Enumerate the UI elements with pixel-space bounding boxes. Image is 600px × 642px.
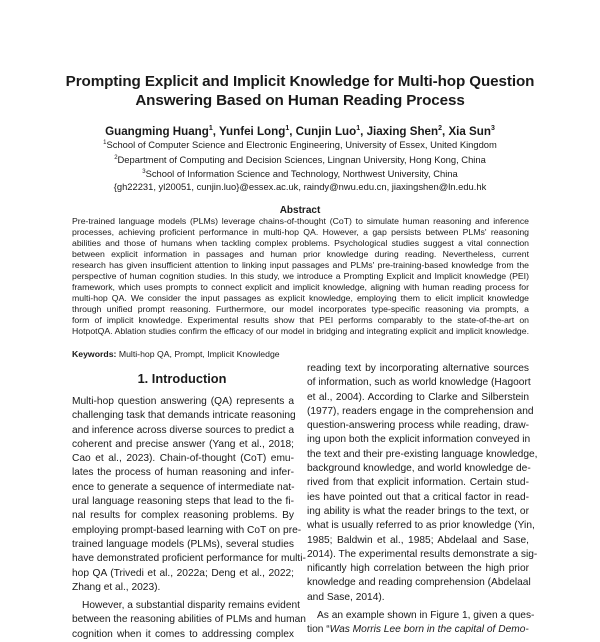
author-affiliation-marker: 2	[438, 125, 442, 132]
body-line: coherent and precise answer (Yang et al., 2018;	[72, 438, 294, 450]
author-name: Yunfei Long	[218, 124, 286, 138]
affiliation-number: 1	[103, 140, 107, 146]
body-line: cognition when it comes to addressing complex	[72, 628, 294, 640]
body-line: reading text by incorporating alternative sources	[307, 363, 529, 374]
body-line: of information, such as world knowledge (Hagoort	[307, 377, 531, 389]
author-affiliation-marker: 1	[285, 125, 290, 132]
abstract-line: abilities and those of humans when tackling complex problems. Psychological studies suggest a vital connection	[72, 238, 529, 248]
quote-open: tion “	[307, 624, 330, 636]
body-line: and inference across diverse sources to predict a	[72, 424, 294, 436]
abstract-heading: Abstract	[279, 205, 321, 216]
body-line: ural language reasoning steps that lead to the fi-	[72, 496, 294, 508]
body-line: However, a substantial disparity remains evident	[82, 600, 301, 612]
abstract-line: research has given insufficient attention to linking input passages and PLMs' pre-training-based knowledge from the	[72, 260, 529, 270]
keywords-label: Keywords:	[72, 349, 117, 359]
body-line: background knowledge, and world knowledge de-	[307, 463, 531, 475]
body-line: As an example shown in Figure 1, given a ques-	[317, 610, 535, 622]
body-line: lates the process of human reasoning and infer-	[72, 467, 294, 479]
body-line: 1985; Baldwin et al., 1985; Abdelaal and Sase,	[307, 534, 529, 546]
abstract-line: framework, which uses prompts to connect explicit and implicit knowledge, aligning with human reading process for	[72, 282, 529, 292]
body-line: ies have pointed out that a critical factor in read-	[307, 491, 529, 503]
body-line: have demonstrated proficient performance for multi-	[72, 553, 306, 565]
author-affiliation-marker: 1	[356, 125, 361, 132]
example-question: Was Morris Lee born in the capital of Demo-	[329, 624, 529, 636]
body-line: between the reasoning abilities of PLMs and human	[72, 614, 306, 626]
author-name: Xia Sun	[448, 124, 491, 138]
body-line: hop QA (Trivedi et al., 2022a; Deng et al., 2022;	[72, 567, 294, 579]
body-line: rived from that explicit information. Certain stud-	[307, 477, 529, 489]
abstract-line: perspective of human cognition studies. In this study, we introduce a Prompting Explicit and Implicit knowledge (PEI)	[72, 271, 529, 281]
affiliation	[40, 137, 560, 152]
affiliation-text: Department of Computing and Decision Sciences, Lingnan University, Hong Kong, China	[117, 153, 486, 165]
abstract-line: form of implicit knowledge. Experimental results show that PEI performs comparably to the state-of-the-art on	[72, 315, 529, 325]
abstract-line: through unified prompt reasoning. Furthermore, our model incorporates type-specific reasoning via prompts, a	[72, 304, 529, 314]
body-line: challenging task that demands intricate reasoning	[72, 410, 296, 422]
paper-title	[40, 72, 560, 110]
author-name: Jiaxing Shen	[366, 124, 439, 138]
body-line: ing upon both the explicit information conveyed in	[307, 434, 531, 446]
body-line: et al., 2004). According to Clarke and Silberstein	[307, 391, 529, 403]
author-name: Guangming Huang	[105, 124, 209, 138]
abstract-line: between explicit information in passages and human prior knowledge during reading. Nevertheless, current	[72, 249, 529, 259]
title-line: Prompting Explicit and Implicit Knowledge for Multi-hop Question	[65, 73, 535, 90]
body-line: Cao et al., 2023). Chain-of-thought (CoT) emu-	[72, 453, 294, 465]
left-column	[72, 395, 306, 642]
body-line: ing ability is what the reader brings to the text, or	[307, 505, 529, 517]
body-line: and Sase, 2014).	[307, 591, 385, 603]
affiliation-number: 3	[142, 169, 146, 176]
body-line	[307, 623, 529, 637]
affiliation	[40, 166, 560, 181]
author-emails: {gh22231, yl20051, cunjin.luo}@essex.ac.uk, raindy@nwu.edu.cn, jiaxingshen@ln.edu.hk	[113, 181, 487, 193]
body-line: (1977), readers engage in the comprehension and	[307, 405, 534, 417]
affiliation-text: School of Computer Science and Electronic Engineering, University of Essex, United Kingdom	[106, 139, 497, 151]
abstract-line: multi-hop QA. We consider the input passages as explicit knowledge, employing them to elicit implicit knowledge	[72, 293, 529, 303]
body-line: Zhang et al., 2023).	[72, 581, 161, 593]
affiliations	[40, 137, 560, 194]
body-line: employing prompt-based learning with CoT on pre-	[72, 524, 302, 536]
section-heading-introduction: 1. Introduction	[137, 371, 227, 386]
keywords	[72, 349, 280, 359]
title-line: Answering Based on Human Reading Process	[135, 92, 465, 109]
right-column	[307, 362, 538, 638]
keywords-text: Multi-hop QA, Prompt, Implicit Knowledge	[118, 349, 280, 359]
body-line: nificantly high correlation between the high prior	[307, 563, 529, 575]
abstract-line: Pre-trained language models (PLMs) leverage chains-of-thought (CoT) to simulate human reasoning and inference	[72, 216, 529, 226]
body-line: knowledge and reading comprehension (Abdelaal	[307, 577, 531, 589]
affiliation-text: School of Information Science and Technology, Northwest University, China	[145, 168, 458, 180]
abstract-body	[72, 216, 529, 337]
author-list: Guangming Huang$^1$, Yunfei Long$^1$, Cunjin Luo$^1$, Jiaxing Shen$^2$, Xia Sun$^3$	[105, 124, 495, 138]
author-name: Cunjin Luo	[295, 124, 357, 138]
body-line: trained language models (PLMs), several studies	[72, 538, 294, 550]
body-line: the text and their pre-existing language knowledge,	[307, 448, 538, 460]
body-line: Multi-hop question answering (QA) represents a	[72, 396, 294, 407]
affiliation-number: 2	[114, 154, 118, 161]
body-line: 2014). The experimental results demonstrate a sig-	[307, 548, 538, 560]
affiliation	[40, 152, 560, 167]
body-line: what is usually referred to as prior knowledge (Yin,	[307, 520, 535, 532]
author-affiliation-marker: 3	[490, 125, 495, 132]
author-affiliation-marker: 1	[208, 125, 213, 132]
body-line: ence to generate a sequence of intermediate nat-	[72, 481, 295, 493]
body-line: nal results for complex reasoning problems. By	[72, 510, 294, 522]
body-line: question-answering process while reading, draw-	[307, 420, 529, 432]
abstract-line: processes, achieving proficient performance in multi-hop QA. However, a gap persists between PLMs' reasoning	[72, 227, 529, 237]
abstract-line: HotpotQA. Ablation studies confirm the efficacy of our model in bridging and integrating explicit and implicit knowledge.	[72, 326, 529, 336]
